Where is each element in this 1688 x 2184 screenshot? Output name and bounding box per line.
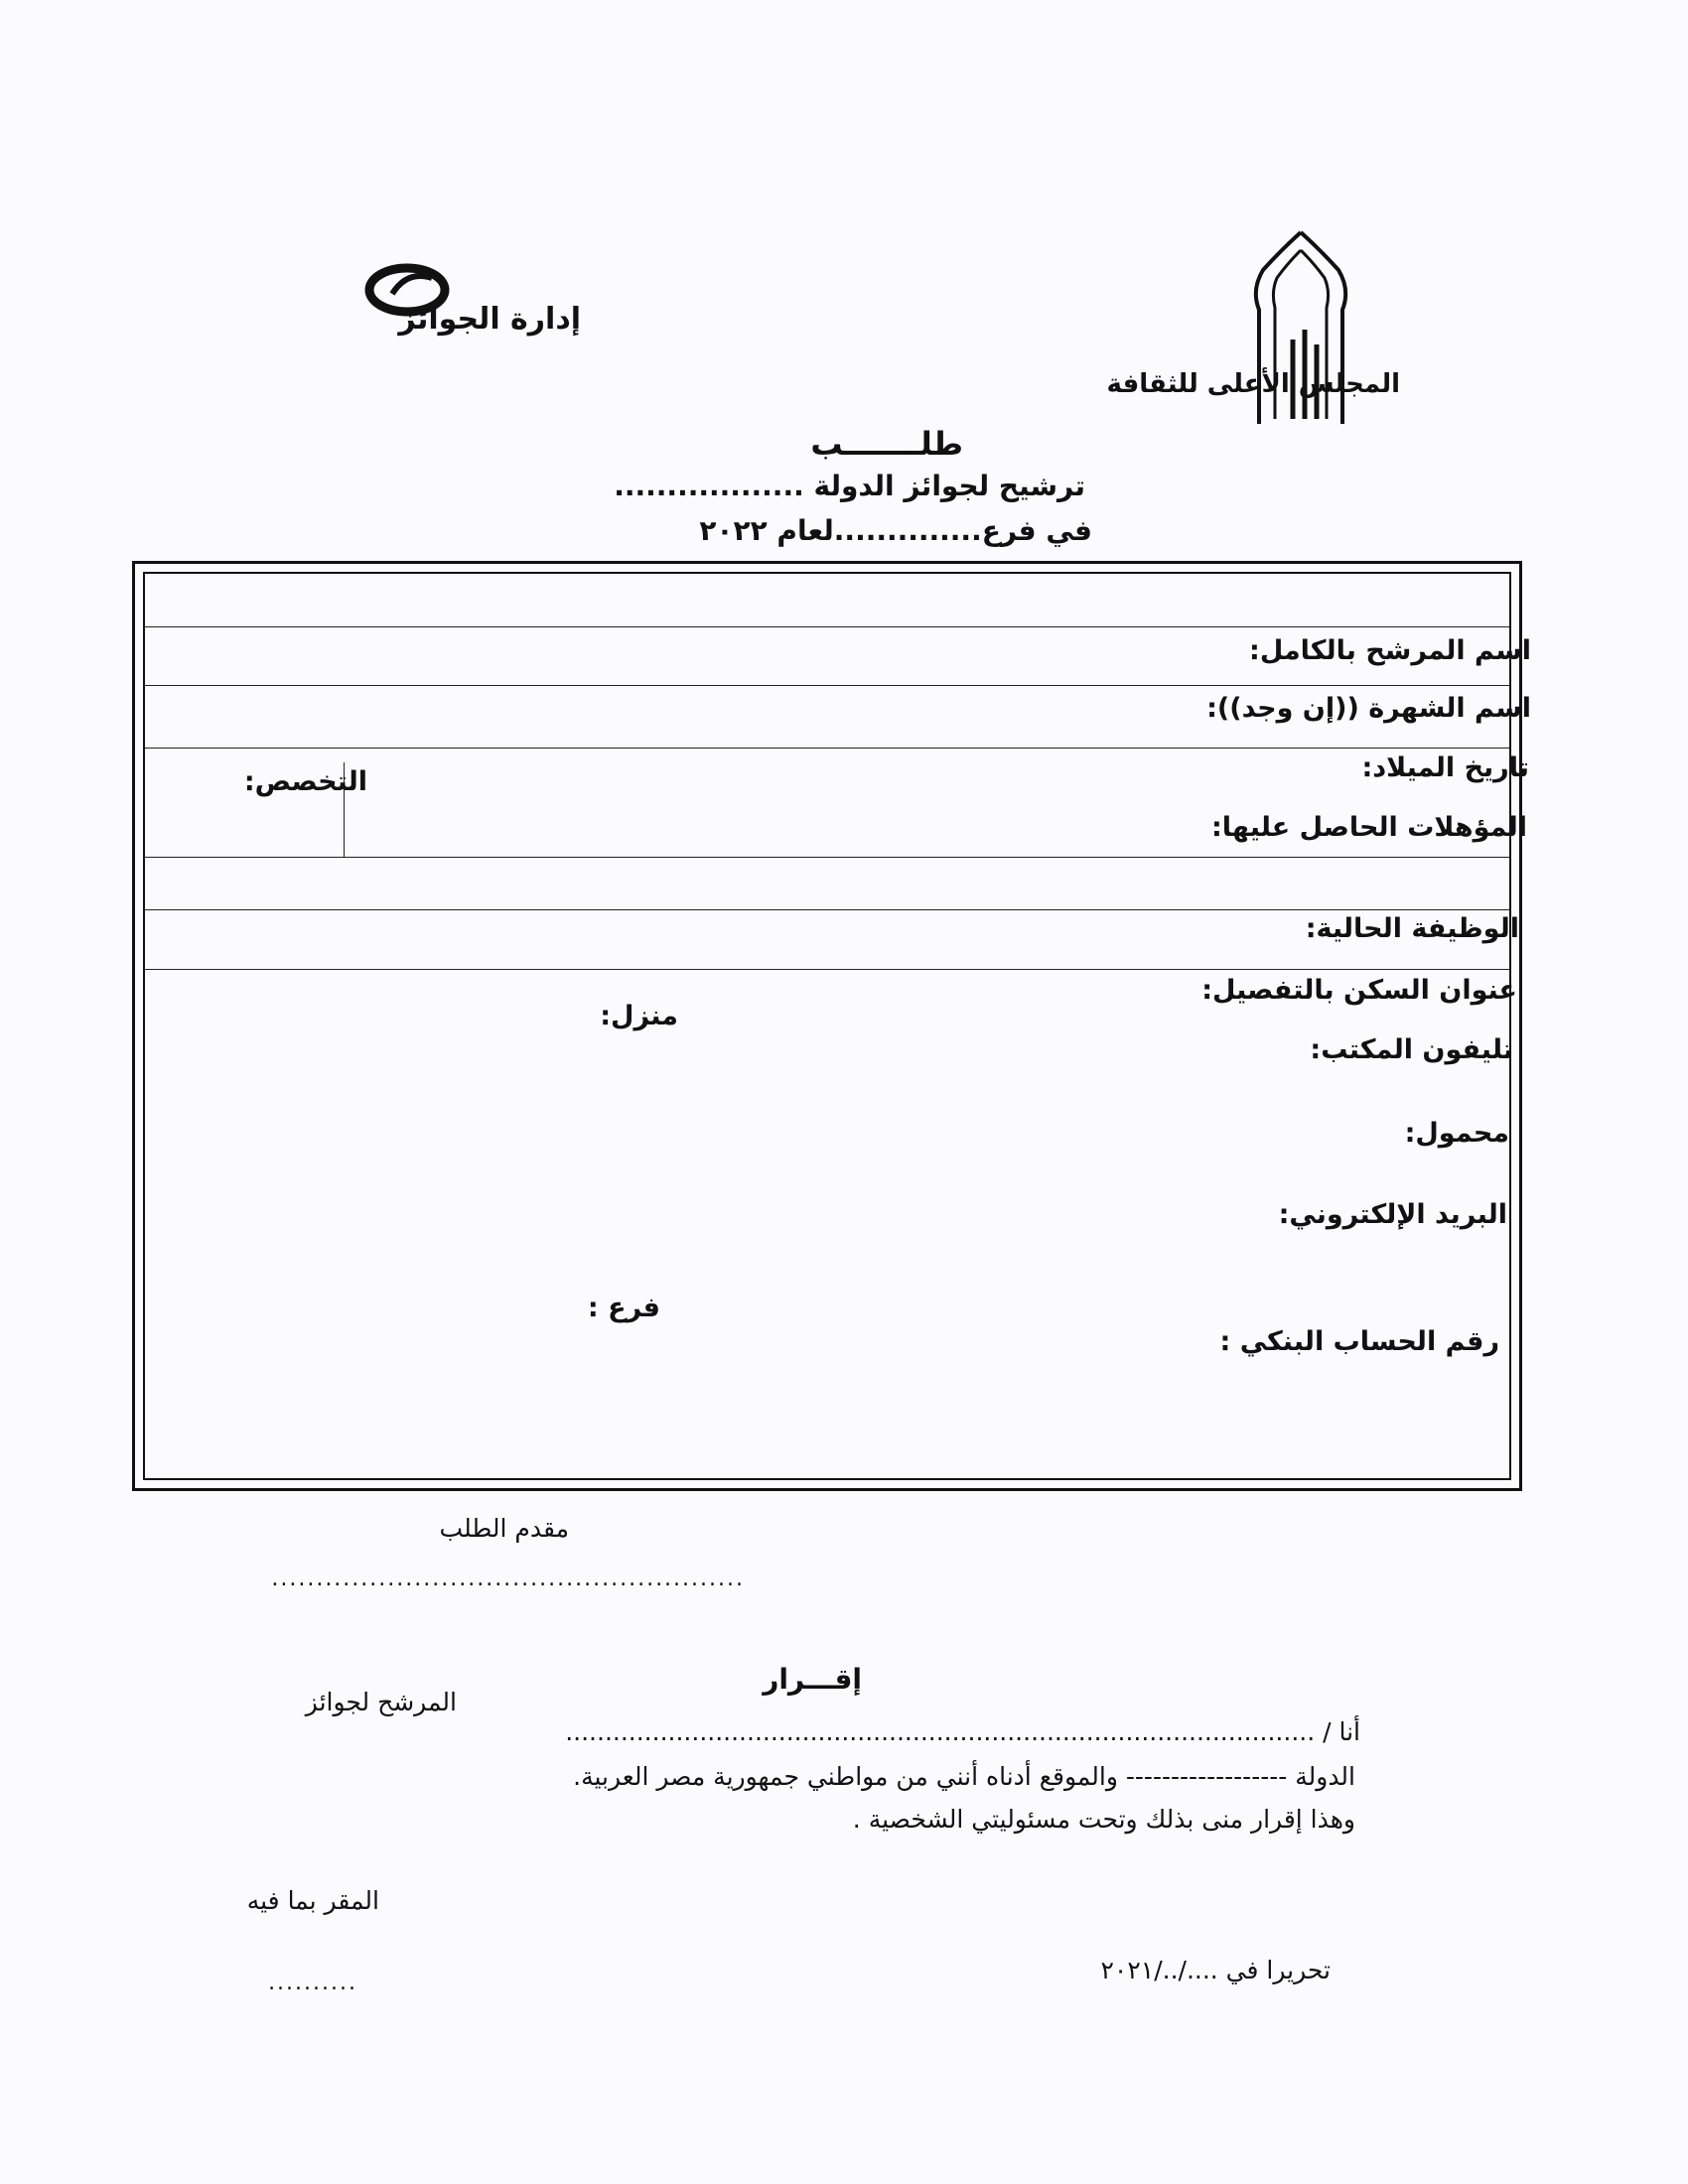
declaration-line-name: أنا / ...............................................................................................	[565, 1717, 1360, 1746]
label-nickname: اسم الشهرة ((إن وجد)):	[1206, 693, 1531, 724]
label-qualifications: المؤهلات الحاصل عليها:	[1210, 812, 1527, 843]
label-address: عنوان السكن بالتفصيل:	[1201, 975, 1517, 1006]
label-office-phone: تليفون المكتب:	[1310, 1034, 1513, 1065]
header-branch-year-line: في فرع..............لعام ٢٠٢٢	[699, 514, 1092, 547]
prizes-logo-text: إدارة الجوائز	[398, 302, 581, 337]
acknowledger-signature-dots: ..........	[268, 1971, 357, 1995]
applicant-signature-dots: .....................................................	[271, 1567, 745, 1591]
applicant-label: مقدم الطلب	[439, 1514, 569, 1543]
form-title: طلـــــــب	[810, 425, 963, 463]
label-full-name: اسم المرشح بالكامل:	[1249, 635, 1531, 666]
label-branch: فرع :	[587, 1293, 660, 1323]
acknowledger-label: المقر بما فيه	[246, 1886, 379, 1915]
council-logo-text: المجلس الأعلى للثقافة	[1106, 369, 1400, 399]
label-email: البريد الإلكتروني:	[1278, 1199, 1507, 1230]
mosque-dome-icon	[1241, 230, 1360, 429]
prizes-administration-logo	[352, 260, 581, 349]
label-home: منزل:	[600, 1001, 678, 1031]
label-current-job: الوظيفة الحالية:	[1305, 913, 1519, 944]
header-nomination-line: ترشيح لجوائز الدولة ..................	[614, 470, 1085, 502]
supreme-council-culture-logo	[1106, 230, 1410, 429]
declaration-line-nominee: المرشح لجوائز	[305, 1688, 457, 1716]
label-birth-date: تاريخ الميلاد:	[1361, 752, 1529, 783]
declaration-line-responsibility: وهذا إقرار منى بذلك وتحت مسئوليتي الشخصية .	[852, 1805, 1355, 1834]
date-written: تحريرا في ..../../٢٠٢١	[1100, 1956, 1331, 1984]
declaration-title: إقـــرار	[763, 1663, 862, 1696]
label-specialization: التخصص:	[243, 766, 367, 797]
declaration-line-citizenship: الدولة ------------------ والموقع أدناه أنني من مواطني جمهورية مصر العربية.	[573, 1762, 1355, 1791]
label-bank-account: رقم الحساب البنكي :	[1219, 1326, 1499, 1357]
label-mobile: محمول:	[1404, 1118, 1509, 1149]
